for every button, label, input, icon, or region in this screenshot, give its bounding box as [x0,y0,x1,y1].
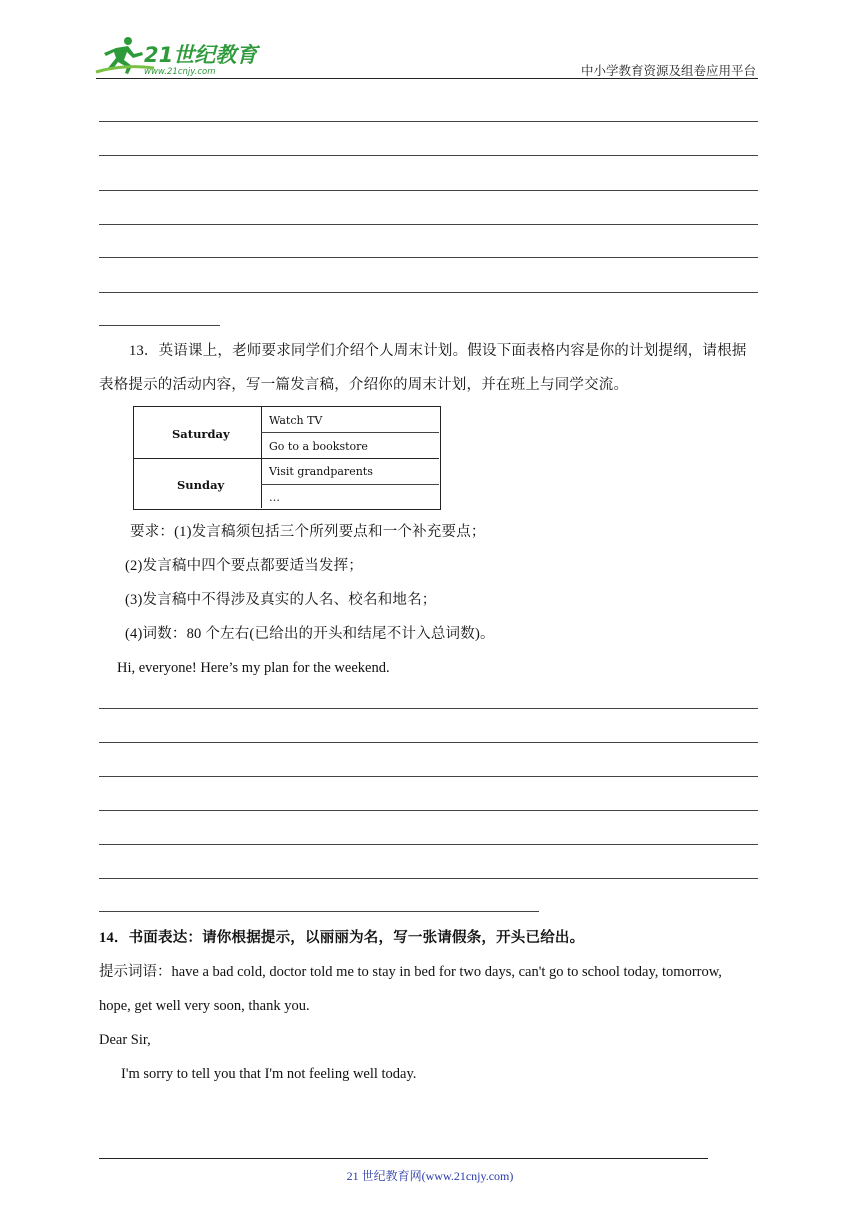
q14-hint-line1: 提示词语：have a bad cold, doctor told me to stay in bed for two days, can't go to school today, tomorrow, [99,964,722,980]
q13-requirement: (3)发言稿中不得涉及真实的人名、校名和地名； [125,592,437,608]
table-day-sunday: Sunday [177,478,225,492]
footer-divider [99,1158,708,1159]
q13-requirement: (2)发言稿中四个要点都要适当发挥； [125,558,364,574]
logo-url: www.21cnjy.com [144,67,216,77]
q14-title: 14．书面表达：请你根据提示，以丽丽为名，写一张请假条，开头已给出。 [99,930,585,946]
answer-line[interactable] [99,325,220,326]
q13-prompt-line2: 表格提示的活动内容，写一篇发言稿，介绍你的周末计划，并在班上与同学交流。 [99,377,629,393]
answer-line[interactable] [99,292,758,293]
q14-hint-line2: hope, get well very soon, thank you. [99,998,310,1014]
logo-wordmark: 21世纪教育 [144,43,258,67]
answer-line[interactable] [99,224,758,225]
q13-requirement: (4)词数：80 个左右(已给出的开头和结尾不计入总词数)。 [125,626,495,642]
weekend-plan-table [133,406,441,510]
answer-line[interactable] [99,190,758,191]
q13-opening: Hi, everyone! Here’s my plan for the weekend. [117,660,390,676]
answer-line[interactable] [99,121,758,122]
table-item: Watch TV [269,414,323,427]
footer-link[interactable]: 21 世纪教育网(www.21cnjy.com) [346,1169,514,1183]
platform-title: 中小学教育资源及组卷应用平台 [580,64,756,78]
table-item: … [269,491,280,504]
answer-line[interactable] [99,911,539,912]
answer-line[interactable] [99,810,758,811]
site-logo [94,34,264,80]
answer-line[interactable] [99,878,758,879]
answer-line[interactable] [99,844,758,845]
answer-line[interactable] [99,155,758,156]
q13-prompt-line1: 13．英语课上，老师要求同学们介绍个人周末计划。假设下面表格内容是你的计划提纲，请根据 [129,343,747,359]
answer-line[interactable] [99,776,758,777]
table-item: Visit grandparents [269,465,373,478]
q14-salutation: Dear Sir, [99,1032,151,1048]
answer-line[interactable] [99,708,758,709]
answer-line[interactable] [99,257,758,258]
table-item: Go to a bookstore [269,440,368,453]
q13-requirement: 要求：(1)发言稿须包括三个所列要点和一个补充要点； [130,524,486,540]
table-day-saturday: Saturday [172,427,230,441]
q14-opening: I'm sorry to tell you that I'm not feeling well today. [121,1066,417,1082]
header-divider [96,78,758,79]
answer-line[interactable] [99,742,758,743]
